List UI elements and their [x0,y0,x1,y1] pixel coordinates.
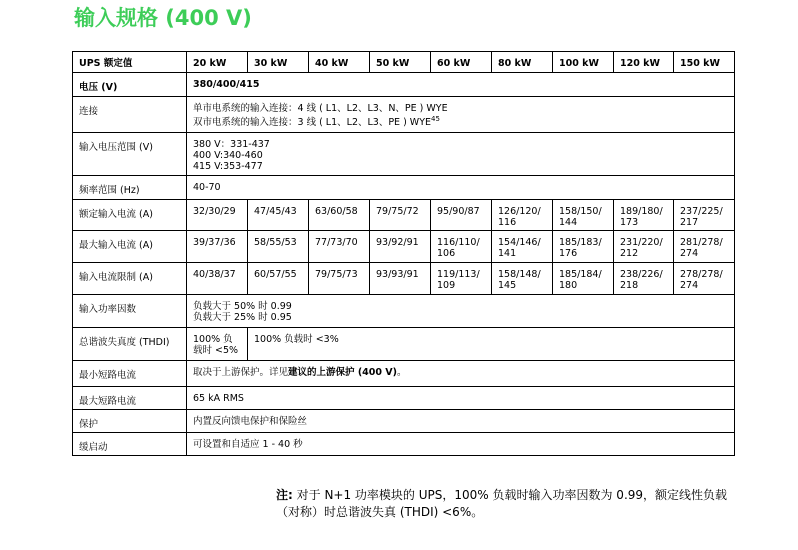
row-label: 最小短路电流 [73,361,187,387]
row-label: 额定输入电流 (A) [73,200,187,231]
min-short-circuit-row [73,361,735,387]
note-prefix: 注: [276,488,293,502]
value-cell: 79/75/73 [309,263,370,295]
value-cell: 47/45/43 [248,200,309,231]
header-col: 100 kW [553,52,614,73]
header-col: 20 kW [187,52,248,73]
row-label: 输入电压范围 (V) [73,133,187,176]
thdi-row [73,328,735,361]
input-voltage-range-value: 380 V：331-437 400 V:340-460 415 V:353-477 [187,133,735,176]
value-cell: 95/90/87 [431,200,492,231]
value-cell: 185/183/ 176 [553,231,614,263]
value-cell: 237/225/ 217 [674,200,735,231]
input-voltage-range-row [73,133,735,176]
connection-line: 单市电系统的输入连接：4 线 ( L1、L2、L3、N、PE ) WYE [193,103,448,114]
value-cell: 32/30/29 [187,200,248,231]
row-label: 输入功率因数 [73,295,187,328]
value-cell: 231/220/ 212 [614,231,674,263]
footnote-ref: 45 [431,115,440,123]
value-cell: 58/55/53 [248,231,309,263]
rated-input-current-row [73,200,735,231]
value-cell: 189/180/ 173 [614,200,674,231]
input-spec-table [72,51,735,456]
frequency-range-value: 40-70 [187,176,735,200]
value-cell: 60/57/55 [248,263,309,295]
connection-row [73,97,735,133]
value-cell: 77/73/70 [309,231,370,263]
header-row [73,52,735,73]
row-label: 频率范围 (Hz) [73,176,187,200]
protection-row [73,410,735,433]
input-power-factor-value: 负载大于 50% 时 0.99 负载大于 25% 时 0.95 [187,295,735,328]
input-power-factor-row [73,295,735,328]
row-label: 最大短路电流 [73,387,187,410]
value-cell: 126/120/ 116 [492,200,553,231]
value-cell: 39/37/36 [187,231,248,263]
value-cell: 154/146/ 141 [492,231,553,263]
value-cell: 281/278/ 274 [674,231,735,263]
connection-line: 双市电系统的输入连接：3 线 ( L1、L2、L3、PE ) WYE$^{45}$ [193,115,440,129]
row-label: 保护 [73,410,187,433]
header-col: 60 kW [431,52,492,73]
header-col: 50 kW [370,52,431,73]
input-current-limit-row [73,263,735,295]
value-cell: 116/110/ 106 [431,231,492,263]
voltage-row [73,73,735,97]
value-cell: 185/184/ 180 [553,263,614,295]
soft-start-row [73,433,735,456]
value-cell: 158/148/ 145 [492,263,553,295]
max-short-circuit-row [73,387,735,410]
value-cell: 79/75/72 [370,200,431,231]
thdi-rest-value: 100% 负载时 <3% [248,328,735,361]
frequency-range-row [73,176,735,200]
row-label: 缓启动 [73,433,187,456]
row-label: 输入电流限制 (A) [73,263,187,295]
voltage-value: 380/400/415 [187,73,735,97]
connection-value [187,97,735,133]
header-label: UPS 额定值 [73,52,187,73]
row-label: 总谐波失真度 (THDI) [73,328,187,361]
header-col: 30 kW [248,52,309,73]
row-label: 电压 (V) [73,73,187,97]
upstream-protection-link[interactable]: 建议的上游保护 (400 V) [288,367,397,378]
min-short-circuit-value: 取决于上游保护。详见建议的上游保护 (400 V)。 [187,361,735,387]
note-text: 对于 N+1 功率模块的 UPS，100% 负载时输入功率因数为 0.99，额定线性负载（对称）时总谐波失真 (THDI) <6%。 [276,488,728,519]
value-cell: 93/92/91 [370,231,431,263]
row-label: 连接 [73,97,187,133]
value-cell: 63/60/58 [309,200,370,231]
header-col: 150 kW [674,52,735,73]
header-col: 40 kW [309,52,370,73]
header-col: 80 kW [492,52,553,73]
value-cell: 238/226/ 218 [614,263,674,295]
max-short-circuit-value: 65 kA RMS [187,387,735,410]
value-cell: 93/93/91 [370,263,431,295]
page-title: 输入规格 (400 V) [74,6,252,30]
value-cell: 158/150/ 144 [553,200,614,231]
soft-start-value: 可设置和自适应 1 - 40 秒 [187,433,735,456]
max-input-current-row [73,231,735,263]
thdi-first-value: 100% 负 载时 <5% [187,328,248,361]
footnote [276,487,746,521]
value-cell: 40/38/37 [187,263,248,295]
value-cell: 278/278/ 274 [674,263,735,295]
header-col: 120 kW [614,52,674,73]
value-cell: 119/113/ 109 [431,263,492,295]
protection-value: 内置反向馈电保护和保险丝 [187,410,735,433]
row-label: 最大输入电流 (A) [73,231,187,263]
